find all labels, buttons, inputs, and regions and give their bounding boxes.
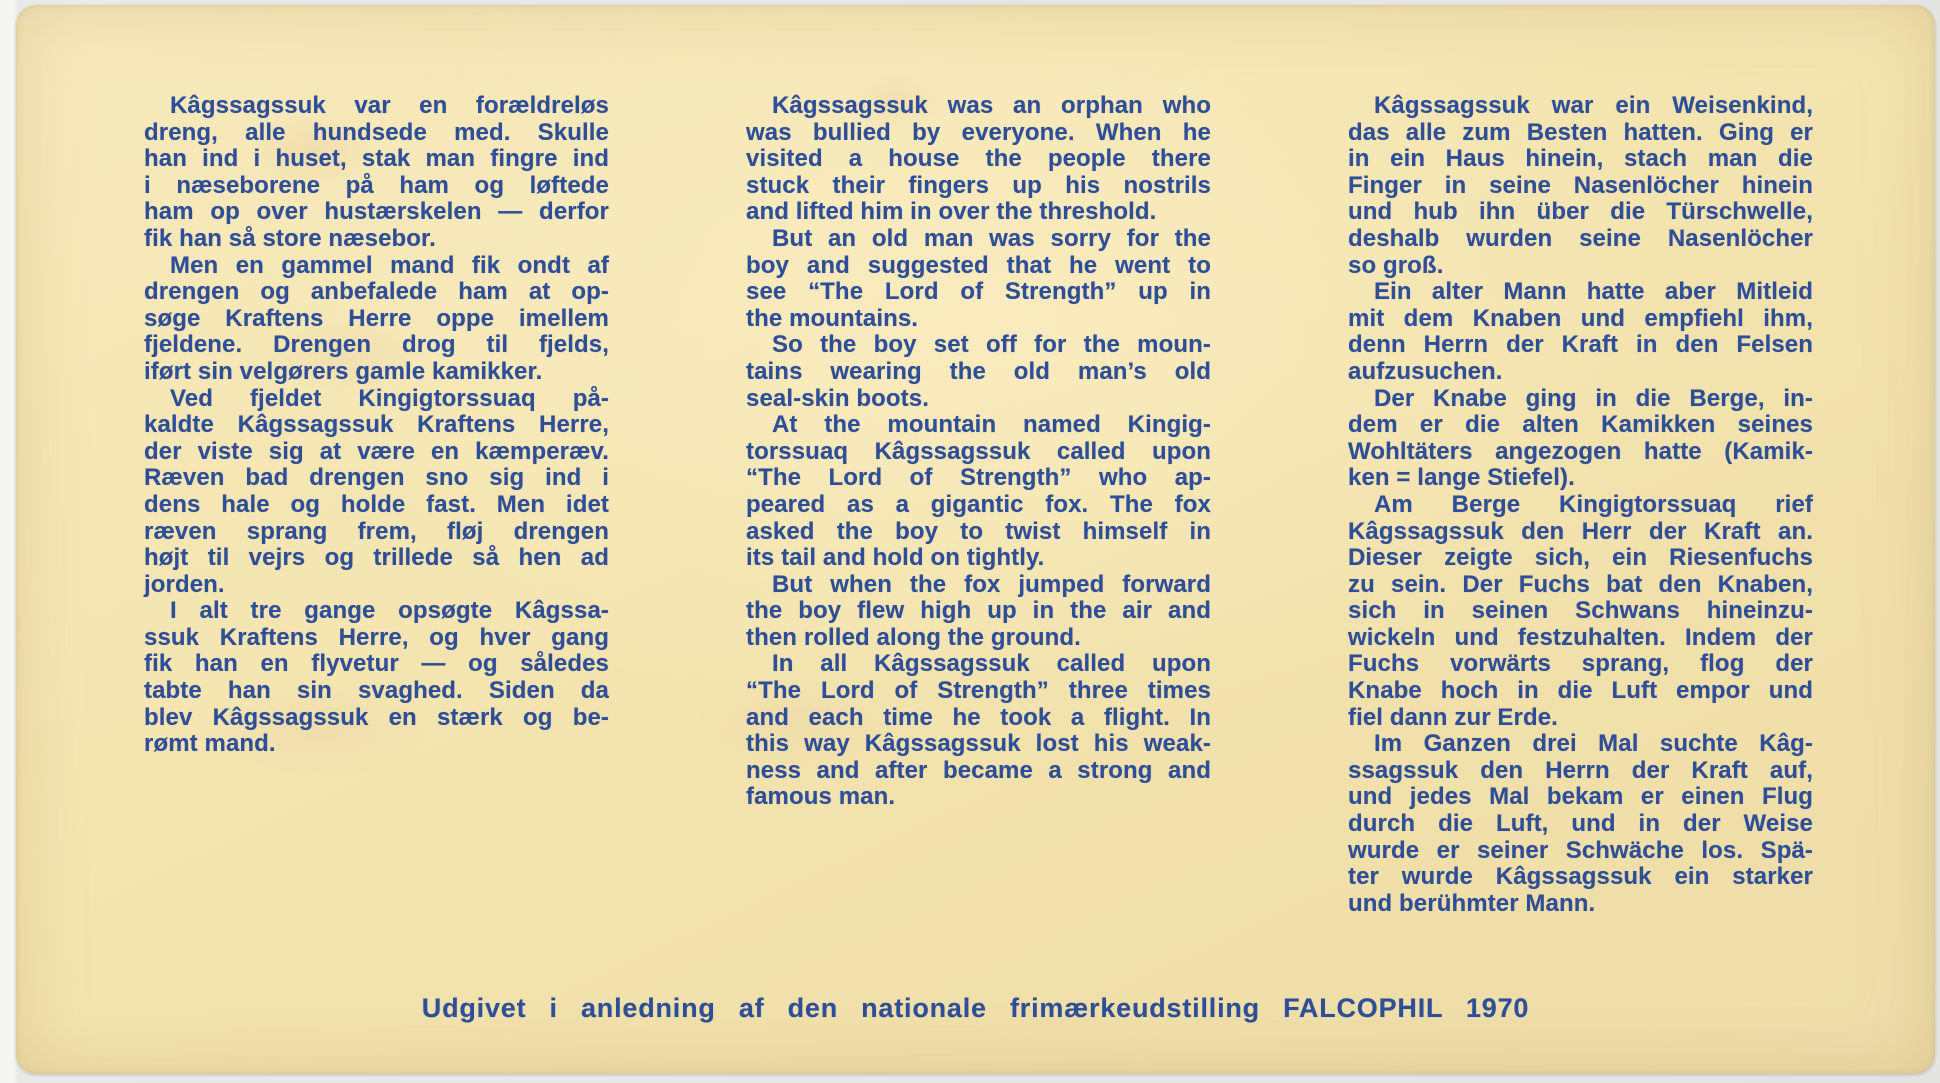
text-line: “The Lord of Strength” three times bbox=[746, 677, 1211, 705]
text-line: und jedes Mal bekam er einen Flug bbox=[1348, 783, 1813, 811]
text-line: denn Herrn der Kraft in den Felsen bbox=[1348, 331, 1813, 359]
paragraph bbox=[1348, 93, 1813, 279]
text-line: But an old man was sorry for the bbox=[772, 224, 1211, 252]
text-line: mit dem Knaben und empfiehl ihm, bbox=[1348, 304, 1813, 332]
text-line: peared as a gigantic fox. The fox bbox=[746, 490, 1211, 518]
paragraph bbox=[746, 412, 1211, 572]
text-line: søge Kraftens Herre oppe imellem bbox=[144, 304, 609, 332]
text-line: blev Kâgssagssuk en stærk og be- bbox=[144, 703, 609, 731]
text-line: ken = lange Stiefel). bbox=[1348, 464, 1575, 492]
paragraph bbox=[144, 598, 609, 758]
text-line: ter wurde Kâgssagssuk ein starker bbox=[1348, 863, 1813, 891]
text-line: torssuaq Kâgssagssuk called upon bbox=[746, 437, 1211, 465]
text-line: Kâgssagssuk war ein Weisenkind, bbox=[1374, 92, 1813, 119]
paragraph bbox=[746, 93, 1211, 226]
text-line: Ein alter Mann hatte aber Mitleid bbox=[1374, 278, 1813, 306]
paragraph bbox=[144, 93, 609, 253]
text-line: Knabe hoch in die Luft empor und bbox=[1348, 677, 1813, 705]
paragraph bbox=[1348, 492, 1813, 731]
text-line: stuck their fingers up his nostrils bbox=[746, 171, 1211, 199]
text-line: i næseborene på ham og løftede bbox=[144, 171, 609, 199]
text-line: fiel dann zur Erde. bbox=[1348, 703, 1558, 731]
text-line: der viste sig at være en kæmperæv. bbox=[144, 437, 609, 465]
text-line: Am Berge Kingigtorssuaq rief bbox=[1374, 490, 1813, 518]
text-line: and lifted him in over the threshold. bbox=[746, 198, 1157, 226]
text-line: zu sein. Der Fuchs bat den Knaben, bbox=[1348, 570, 1813, 598]
text-line: Kâgssagssuk den Herr der Kraft an. bbox=[1348, 517, 1813, 545]
text-line: its tail and hold on tightly. bbox=[746, 544, 1045, 572]
text-line: asked the boy to twist himself in bbox=[746, 517, 1211, 545]
text-line: dem er die alten Kamikken seines bbox=[1348, 411, 1813, 439]
text-line: so groß. bbox=[1348, 251, 1444, 279]
text-line: Finger in seine Nasenlöcher hinein bbox=[1348, 171, 1813, 199]
text-line: Ræven bad drengen sno sig ind i bbox=[144, 464, 609, 492]
paragraph bbox=[1348, 386, 1813, 492]
text-line: I alt tre gange opsøgte Kâgssa- bbox=[170, 597, 609, 625]
text-line: ham op over hustærskelen — derfor bbox=[144, 198, 609, 226]
text-line: In all Kâgssagssuk called upon bbox=[772, 650, 1211, 678]
postcard-back bbox=[16, 5, 1935, 1074]
text-line: tains wearing the old man’s old bbox=[746, 357, 1211, 385]
text-line: drengen og anbefalede ham at op- bbox=[144, 278, 609, 306]
text-line: boy and suggested that he went to bbox=[746, 251, 1211, 279]
footer-imprint: Udgivet i anledning af den nationale frimærkeudstilling FALCOPHIL 1970 bbox=[421, 993, 1530, 1023]
text-line: sich in seinen Schwans hineinzu- bbox=[1348, 597, 1813, 625]
text-line: wurde er seiner Schwäche los. Spä- bbox=[1348, 836, 1813, 864]
text-line: fik han så store næsebor. bbox=[144, 224, 436, 252]
text-line: iført sin velgørers gamle kamikker. bbox=[144, 357, 543, 385]
text-line: rømt mand. bbox=[144, 730, 276, 758]
text-line: At the mountain named Kingig- bbox=[772, 411, 1211, 439]
paragraph bbox=[746, 226, 1211, 332]
column-german bbox=[1348, 93, 1813, 917]
text-line: jorden. bbox=[144, 570, 225, 598]
paragraph bbox=[144, 386, 609, 599]
text-line: Ved fjeldet Kingigtorssuaq på- bbox=[170, 384, 609, 412]
text-line: durch die Luft, und in der Weise bbox=[1348, 810, 1813, 838]
text-line: the boy flew high up in the air and bbox=[746, 597, 1211, 625]
text-line: Kâgssagssuk was an orphan who bbox=[772, 92, 1211, 119]
text-line: ræven sprang frem, fløj drengen bbox=[144, 517, 609, 545]
paragraph bbox=[746, 332, 1211, 412]
text-line: wickeln und festzuhalten. Indem der bbox=[1348, 623, 1813, 651]
text-line: Kâgssagssuk var en forældreløs bbox=[170, 92, 609, 119]
paragraph bbox=[144, 253, 609, 386]
text-line: Dieser zeigte sich, ein Riesenfuchs bbox=[1348, 544, 1813, 572]
text-line: ness and after became a strong and bbox=[746, 756, 1211, 784]
text-line: fjeldene. Drengen drog til fjelds, bbox=[144, 331, 609, 359]
text-line: But when the fox jumped forward bbox=[772, 570, 1211, 598]
column-english bbox=[746, 93, 1211, 811]
text-line: dens hale og holde fast. Men idet bbox=[144, 490, 609, 518]
text-line: Wohltäters angezogen hatte (Kamik- bbox=[1348, 437, 1813, 465]
text-line: then rolled along the ground. bbox=[746, 623, 1081, 651]
text-line: højt til vejrs og trillede så hen ad bbox=[144, 544, 609, 572]
text-line: the mountains. bbox=[746, 304, 919, 332]
text-line: deshalb wurden seine Nasenlöcher bbox=[1348, 224, 1813, 252]
text-line: Der Knabe ging in die Berge, in- bbox=[1374, 384, 1813, 412]
text-line: Men en gammel mand fik ondt af bbox=[170, 251, 609, 279]
text-line: and each time he took a flight. In bbox=[746, 703, 1211, 731]
text-line: Im Ganzen drei Mal suchte Kâg- bbox=[1374, 730, 1813, 758]
text-line: han ind i huset, stak man fingre ind bbox=[144, 145, 609, 173]
paragraph bbox=[746, 572, 1211, 652]
text-line: das alle zum Besten hatten. Ging er bbox=[1348, 118, 1813, 146]
text-line: ssagssuk den Herrn der Kraft auf, bbox=[1348, 756, 1813, 784]
text-line: this way Kâgssagssuk lost his weak- bbox=[746, 730, 1211, 758]
text-line: famous man. bbox=[746, 783, 896, 811]
text-line: Fuchs vorwärts sprang, flog der bbox=[1348, 650, 1813, 678]
text-line: So the boy set off for the moun- bbox=[772, 331, 1211, 359]
column-danish bbox=[144, 93, 609, 758]
text-line: was bullied by everyone. When he bbox=[746, 118, 1211, 146]
text-line: ssuk Kraftens Herre, og hver gang bbox=[144, 623, 609, 651]
text-line: see “The Lord of Strength” up in bbox=[746, 278, 1211, 306]
text-line: “The Lord of Strength” who ap- bbox=[746, 464, 1211, 492]
paragraph bbox=[1348, 279, 1813, 385]
text-line: seal-skin boots. bbox=[746, 384, 929, 412]
text-line: dreng, alle hundsede med. Skulle bbox=[144, 118, 609, 146]
text-line: visited a house the people there bbox=[746, 145, 1211, 173]
text-line: fik han en flyvetur — og således bbox=[144, 650, 609, 678]
text-line: und hub ihn über die Türschwelle, bbox=[1348, 198, 1813, 226]
text-line: aufzusuchen. bbox=[1348, 357, 1503, 385]
text-line: in ein Haus hinein, stach man die bbox=[1348, 145, 1813, 173]
text-line: tabte han sin svaghed. Siden da bbox=[144, 677, 609, 705]
paragraph bbox=[746, 651, 1211, 811]
text-line: kaldte Kâgssagssuk Kraftens Herre, bbox=[144, 411, 609, 439]
paragraph bbox=[1348, 731, 1813, 917]
text-line: und berühmter Mann. bbox=[1348, 889, 1596, 917]
